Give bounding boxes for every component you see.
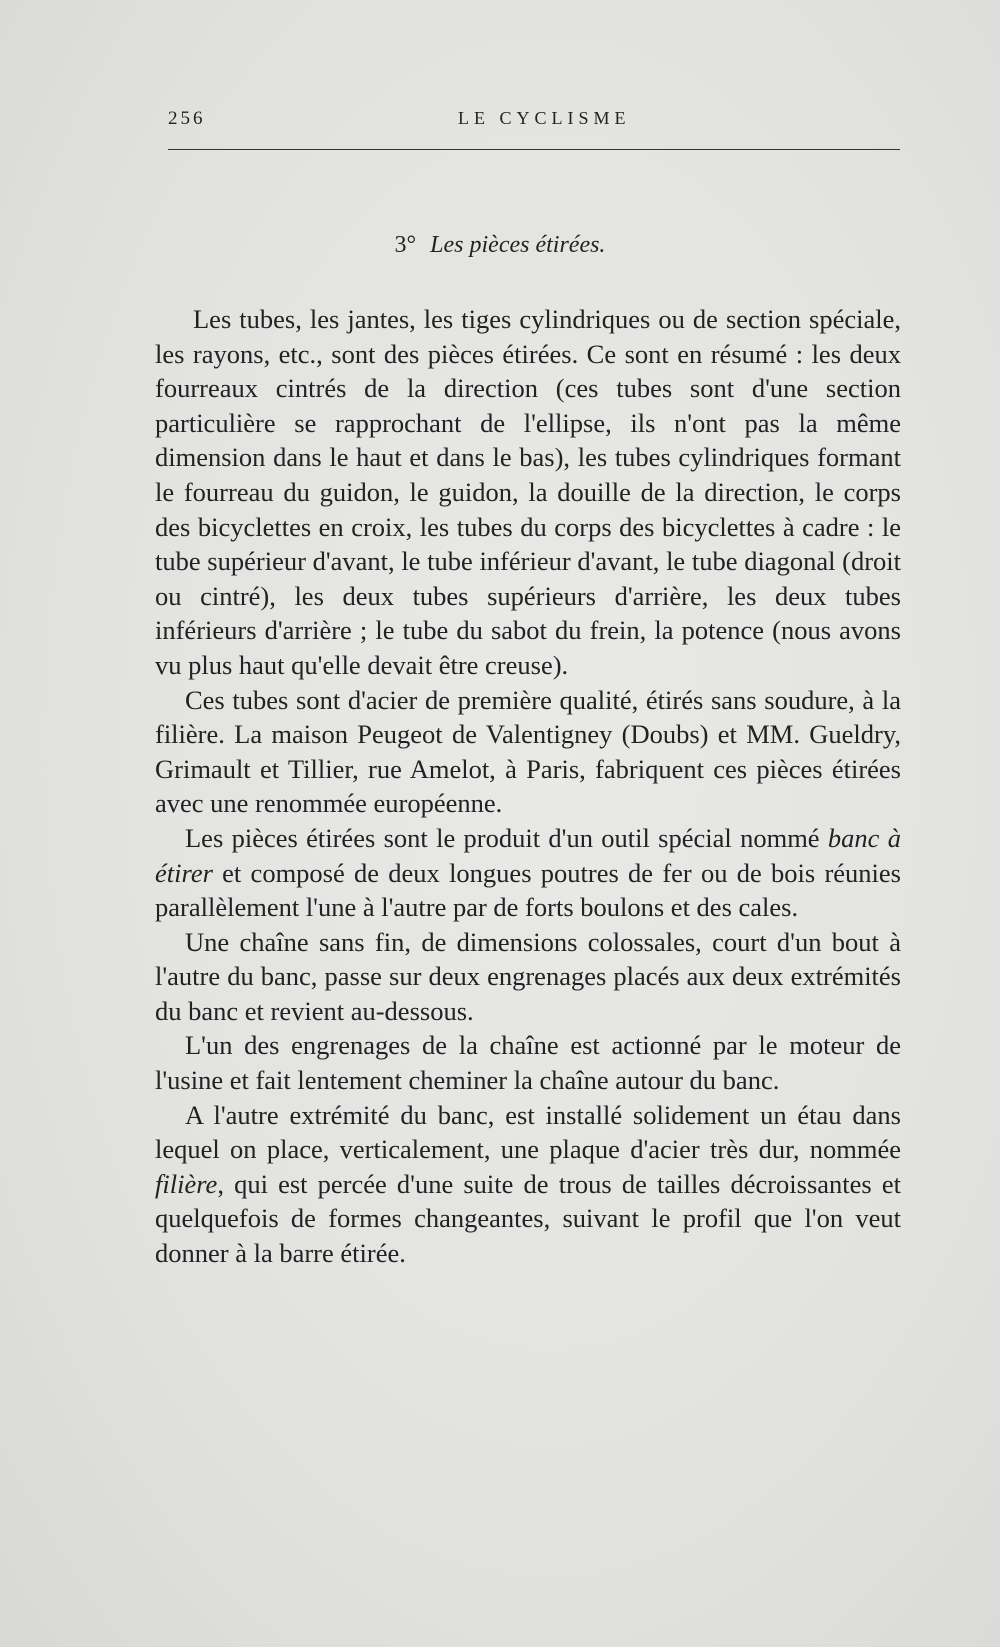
running-head — [168, 108, 900, 138]
italic-term: filière — [155, 1168, 218, 1199]
paragraph-text: A l'autre extrémité du banc, est installé solidement un étau dans lequel on place, verticalement, une plaque d'acier très dur, nommée — [155, 1099, 901, 1165]
paragraph — [155, 683, 901, 821]
paragraph-text: Ces tubes sont d'acier de première qualité, étirés sans soudure, à la filière. La maison Peugeot de Valentigney (Doubs) et MM. Gueldry, Grimault et Tillier, rue Amelot, à Paris, fabriquent ces pièces étirées avec une renommée européenne. — [155, 684, 901, 819]
section-heading — [0, 232, 1000, 259]
paragraph-text: Les tubes, les jantes, les tiges cylindriques ou de section spéciale, les rayons, etc., sont des pièces étirées. Ce sont en résumé : les deux fourreaux cintrés de la direction (ces tubes sont d'une section particulière se rapprochant de l'ellipse, ils n'ont pas la même dimension dans le haut et dans le bas), les tubes cylindriques formant le fourreau du guidon, le guidon, la douille de la direction, le corps des bicyclettes en croix, les tubes du corps des bicyclettes à cadre : le tube supérieur d'avant, le tube inférieur d'avant, le tube diagonal (droit ou cintré), les deux tubes supérieurs d'arrière, les deux tubes inférieurs d'arrière ; le tube du sabot du frein, la potence (nous avons vu plus haut qu'elle devait être creuse). — [155, 304, 901, 680]
header-rule — [168, 149, 900, 150]
running-title: LE CYCLISME — [458, 108, 631, 128]
body-text — [155, 302, 901, 1271]
section-title: Les pièces étirées. — [430, 232, 606, 258]
paragraph-text: et composé de deux longues poutres de fer ou de bois réunies parallèlement l'une à l'autre par de forts boulons et des cales. — [155, 857, 901, 923]
paragraph — [155, 1098, 901, 1271]
paragraph-text: Une chaîne sans fin, de dimensions colossales, court d'un bout à l'autre du banc, passe sur deux engrenages placés aux deux extrémités du banc et revient au-dessous. — [155, 926, 901, 1026]
paragraph-text: , qui est percée d'une suite de trous de tailles décroissantes et quelquefois de formes changeantes, suivant le profil que l'on veut donner à la barre étirée. — [155, 1168, 901, 1269]
paragraph-text: L'un des engrenages de la chaîne est actionné par le moteur de l'usine et fait lentement cheminer la chaîne autour du banc. — [155, 1030, 901, 1096]
section-number: 3° — [394, 232, 417, 258]
paragraph — [155, 1028, 901, 1097]
italic-term: banc à étirer — [155, 822, 901, 888]
paragraph — [155, 821, 901, 925]
paragraph — [155, 302, 901, 683]
page-number: 256 — [168, 108, 206, 129]
paragraph — [155, 925, 901, 1029]
paragraph-text: Les pièces étirées sont le produit d'un outil spécial nommé — [185, 822, 828, 853]
